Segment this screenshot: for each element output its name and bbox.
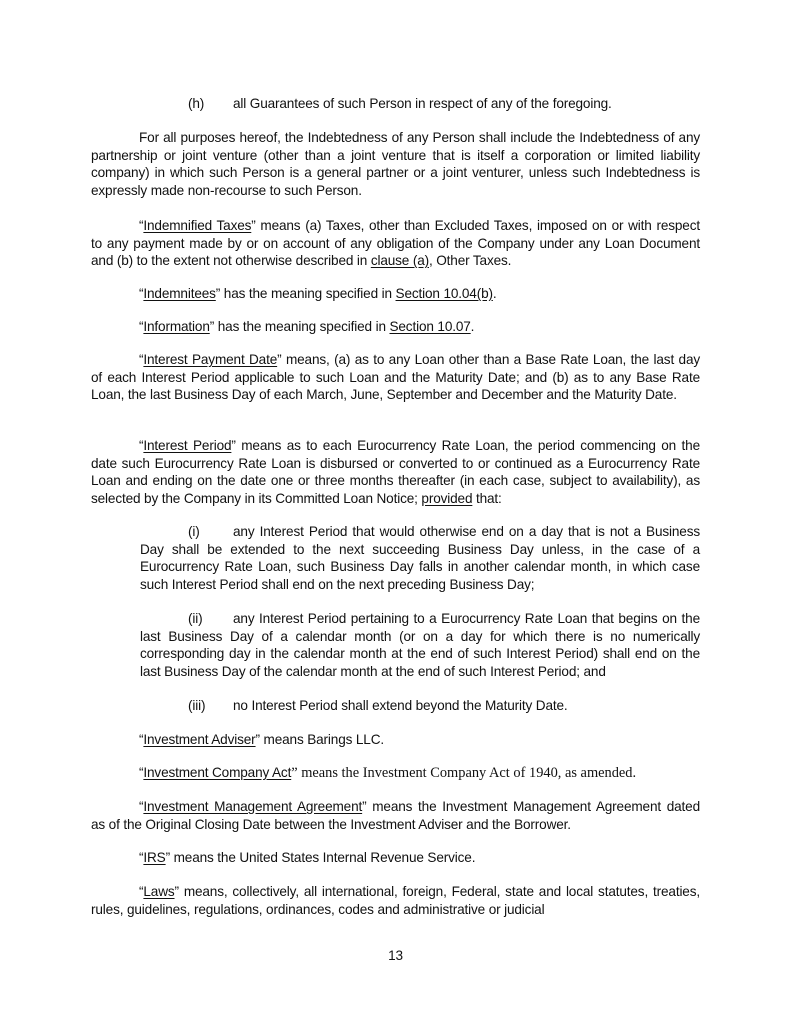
defined-term: Indemnitees — [143, 286, 216, 301]
definition-text: ” means Barings LLC. — [255, 732, 385, 747]
cross-reference: Section 10.07 — [389, 319, 471, 334]
interest-period-item-i — [140, 523, 700, 593]
definition-indemnitees — [91, 285, 700, 303]
interest-period-item-ii — [140, 610, 700, 680]
defined-term: Investment Management Agreement — [143, 799, 363, 814]
defined-term: Interest Payment Date — [143, 352, 278, 367]
definition-indemnified-taxes — [91, 217, 700, 270]
definition-investment-management-agreement — [91, 798, 700, 833]
definition-interest-period — [91, 437, 700, 507]
definition-text: ” means (a) Taxes, other than Excluded Taxes, imposed on or with respect to any payment made by or on account of any obligation of the Company under any Loan Document and (b) to the extent not otherwise described in — [91, 218, 700, 269]
open-quote: “ — [139, 850, 144, 865]
definition-tail: that: — [472, 490, 502, 506]
defined-term: Interest Period — [143, 438, 232, 453]
open-quote: “ — [139, 319, 144, 334]
defined-term: Investment Adviser — [143, 732, 256, 747]
definition-tail: . — [470, 319, 475, 334]
interest-period-item-iii — [188, 697, 568, 715]
open-quote: “ — [139, 765, 144, 780]
definition-tail: , Other Taxes. — [429, 253, 512, 269]
cross-reference: clause (a) — [370, 253, 429, 269]
defined-term: Indemnified Taxes — [143, 218, 252, 233]
open-quote: “ — [139, 286, 144, 301]
definition-text: ” means, (a) as to any Loan other than a Base Rate Loan, the last day of each Interest Period applicable to such Loan and the Maturity Date; and (b) as to any Base Rate Loan, the last Business Day of each March, June, September and December and the Maturity Date. — [91, 352, 700, 403]
cross-reference: provided — [421, 490, 473, 506]
definition-information — [91, 318, 700, 336]
open-quote: “ — [139, 218, 144, 233]
defined-term: Laws — [143, 884, 175, 899]
definition-text: ” has the meaning specified in — [215, 286, 396, 301]
definition-text: ” means the United States Internal Revenue Service. — [165, 850, 476, 865]
item-number: (h) — [188, 96, 205, 111]
definition-text: ” means, collectively, all international, foreign, Federal, state and local statutes, treaties, rules, guidelines, regulations, ordinances, codes and administrative or judicial — [91, 884, 700, 917]
definition-interest-payment-date — [91, 351, 700, 404]
defined-term: Information — [143, 319, 210, 334]
definition-text: ” means as to each Eurocurrency Rate Loan, the period commencing on the date such Eurocurrency Rate Loan is disbursed or converted to or continued as a Eurocurrency Rate Loan and ending on the date one or three months thereafter (in each case, subject to availability), as selected by the Company in its Committed Loan Notice; — [91, 438, 700, 506]
definition-investment-company-act — [91, 764, 700, 783]
item-text: any Interest Period pertaining to a Eurocurrency Rate Loan that begins on the last Business Day of a calendar month (or on a day for which there is no numerically corresponding day in the calendar month at the end of such Interest Period) shall end on the last Business Day of the calendar month at the end of such Interest Period; and — [140, 611, 700, 679]
page-number: 13 — [388, 948, 403, 963]
paragraph-all-purposes: For all purposes hereof, the Indebtedness of any Person shall include the Indebtedness of any partnership or joint venture (other than a joint venture that is itself a corporation or limited liability company) in which such Person is a general partner or a joint venturer, unless such Indebtedness is expressly made non-recourse to such Person. — [91, 130, 700, 198]
item-number: (iii) — [188, 698, 206, 713]
definition-laws — [91, 883, 700, 918]
definition-tail: . — [492, 286, 497, 301]
defined-term: IRS — [143, 850, 166, 865]
open-quote: “ — [139, 438, 144, 453]
item-number: (ii) — [188, 611, 203, 626]
item-number: (i) — [188, 524, 200, 539]
item-text: no Interest Period shall extend beyond the Maturity Date. — [233, 698, 568, 713]
open-quote: “ — [139, 799, 144, 814]
item-text: all Guarantees of such Person in respect of any of the foregoing. — [233, 96, 612, 111]
defined-term: Investment Company Act — [143, 765, 292, 780]
definition-irs — [91, 849, 700, 867]
open-quote: “ — [139, 884, 144, 899]
definition-investment-adviser — [91, 731, 700, 749]
definition-text: ” means the Investment Company Act of 1940, as amended. — [291, 765, 637, 781]
open-quote: “ — [139, 352, 144, 367]
item-text: any Interest Period that would otherwise end on a day that is not a Business Day shall be extended to the next succeeding Business Day unless, in the case of a Eurocurrency Rate Loan, such Business Day falls in another calendar month, in which case such Interest Period shall end on the next preceding Business Day; — [140, 524, 700, 592]
definition-text: ” has the meaning specified in — [209, 319, 390, 334]
open-quote: “ — [139, 732, 144, 747]
definition-text: ” means the Investment Management Agreement dated as of the Original Closing Date between the Investment Adviser and the Borrower. — [91, 799, 700, 832]
cross-reference: Section 10.04(b) — [395, 286, 493, 301]
list-item-h — [188, 95, 612, 113]
